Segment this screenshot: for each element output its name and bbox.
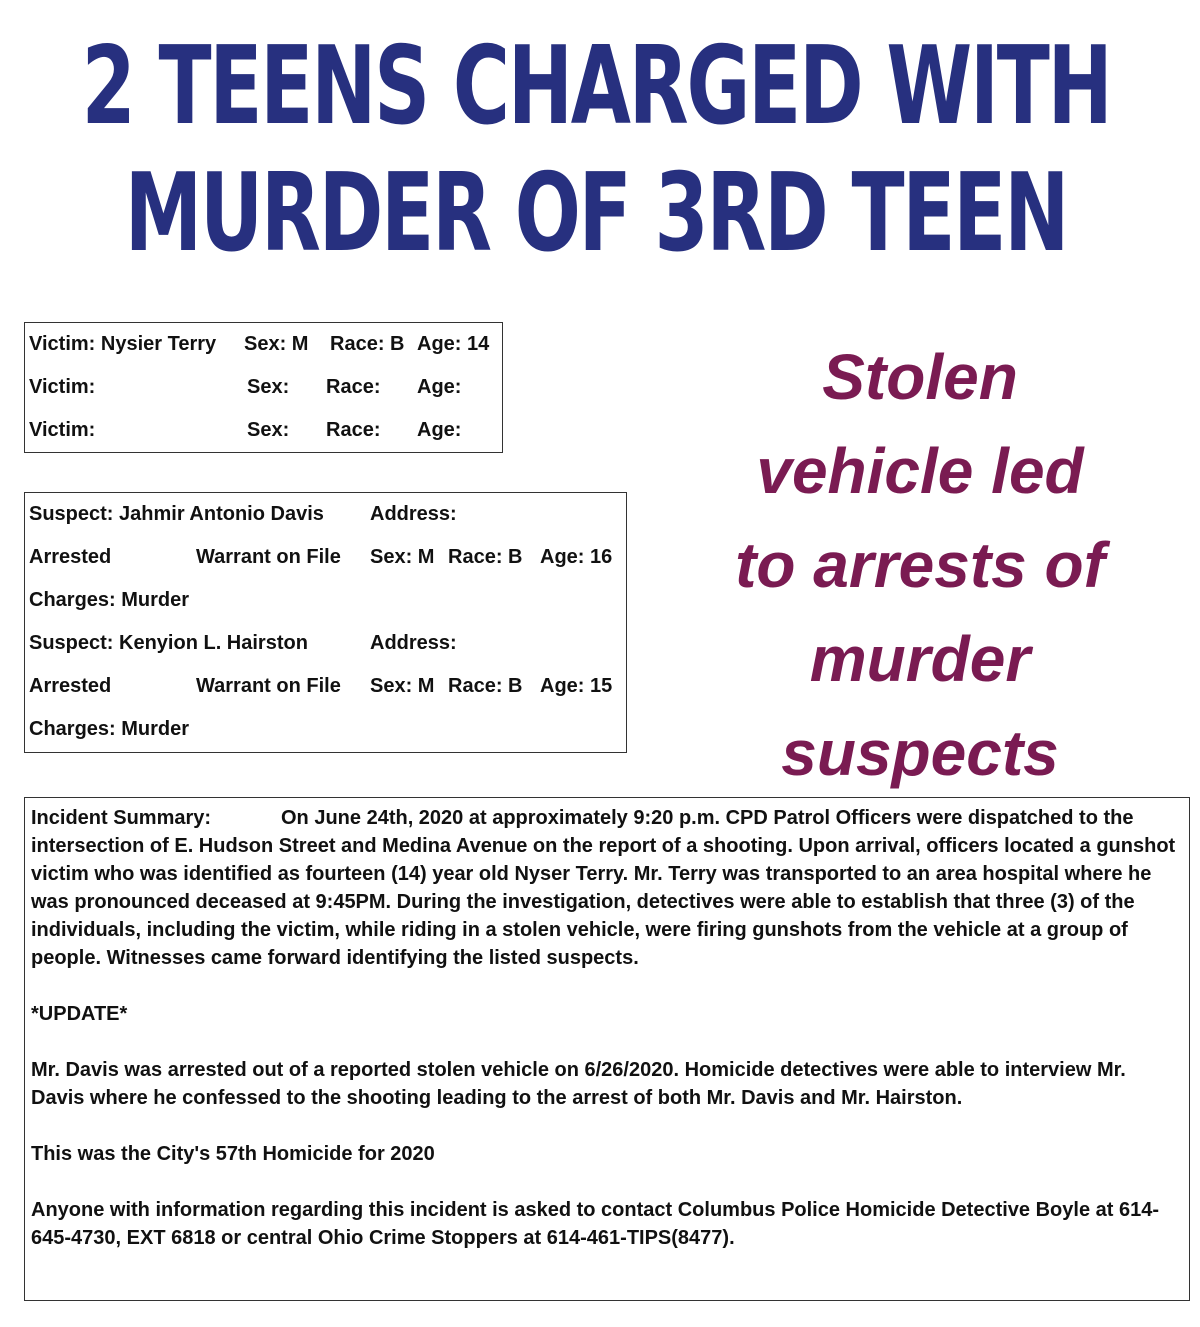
suspect-charges: Charges: Murder — [29, 589, 190, 611]
suspect-address: Address: — [370, 503, 457, 525]
headline-line-1: 2 TEENS CHARGED WITH — [81, 24, 1111, 149]
victim-age: Age: — [417, 376, 462, 398]
update-text: Mr. Davis was arrested out of a reported stolen vehicle on 6/26/2020. Homicide detectives were able to interview Mr. Davis where he confessed to the shooting leading to the arrest of both Mr. Davis and Mr. Hairston. — [31, 1059, 1126, 1109]
suspect-name: Suspect: Jahmir Antonio Davis — [29, 503, 324, 525]
sidebar-caption — [690, 330, 1150, 800]
victim-name: Victim: — [29, 419, 96, 441]
suspect-row — [25, 536, 626, 579]
victim-sex: Sex: M — [244, 333, 309, 355]
headline — [60, 24, 1111, 276]
incident-summary — [24, 797, 1190, 1301]
sidebar-line: murder — [809, 623, 1031, 695]
summary-label: Incident Summary: — [31, 807, 212, 829]
suspect-status: Arrested — [29, 675, 112, 697]
victim-name: Victim: — [29, 376, 96, 398]
suspect-sex: Sex: M — [370, 546, 435, 568]
summary-text: On June 24th, 2020 at approximately 9:20 p.m. CPD Patrol Officers were dispatched to the intersection of E. Hudson Street and Medina Avenue on the report of a shooting. Upon arrival, officers located a gunshot victim who was identified as fourteen (14) year old Nyser Terry. Mr. Terry was transported to an area hospital where he was pronounced deceased at 9:45PM. During the investigation, detectives were able to establish that three (3) of the individuals, including the victim, while riding in a stolen vehicle, were firing gunshots from the vehicle at a group of people. Witnesses came forward identifying the listed suspects. — [31, 807, 1176, 969]
suspect-name: Suspect: Kenyion L. Hairston — [29, 632, 308, 654]
suspect-row — [25, 579, 626, 622]
suspect-age: Age: 16 — [540, 546, 613, 568]
victim-race: Race: — [326, 376, 381, 398]
suspect-warrant: Warrant on File — [196, 675, 341, 697]
victim-race: Race: B — [330, 333, 405, 355]
suspect-row — [25, 622, 626, 665]
headline-line-2: MURDER OF 3RD TEEN — [124, 150, 1068, 276]
summary-paragraph — [31, 804, 1181, 972]
suspect-age: Age: 15 — [540, 675, 613, 697]
suspect-race: Race: B — [448, 546, 523, 568]
victim-race: Race: — [326, 419, 381, 441]
sidebar-line: Stolen — [822, 341, 1018, 413]
victim-sex: Sex: — [247, 376, 290, 398]
update-label: *UPDATE* — [31, 1003, 128, 1025]
suspect-address: Address: — [370, 632, 457, 654]
sidebar-line: vehicle led — [756, 435, 1084, 507]
suspect-table — [24, 492, 627, 753]
victim-row — [25, 409, 502, 452]
victim-age: Age: — [417, 419, 462, 441]
victim-table — [24, 322, 503, 453]
suspect-sex: Sex: M — [370, 675, 435, 697]
contact-info: Anyone with information regarding this incident is asked to contact Columbus Police Homicide Detective Boyle at 614-645-4730, EXT 6818 or central Ohio Crime Stoppers at 614-461-TIPS(8477). — [31, 1199, 1159, 1249]
sidebar-line: to arrests of — [735, 529, 1105, 601]
suspect-race: Race: B — [448, 675, 523, 697]
suspect-row — [25, 708, 626, 751]
victim-row — [25, 366, 502, 409]
victim-age: Age: 14 — [417, 333, 490, 355]
victim-name: Victim: Nysier Terry — [29, 333, 217, 355]
suspect-row — [25, 665, 626, 708]
suspect-row — [25, 493, 626, 536]
suspect-status: Arrested — [29, 546, 112, 568]
sidebar-line: suspects — [781, 717, 1059, 789]
victim-sex: Sex: — [247, 419, 290, 441]
suspect-charges: Charges: Murder — [29, 718, 190, 740]
homicide-count: This was the City's 57th Homicide for 2020 — [31, 1143, 435, 1165]
suspect-warrant: Warrant on File — [196, 546, 341, 568]
victim-row — [25, 323, 502, 366]
